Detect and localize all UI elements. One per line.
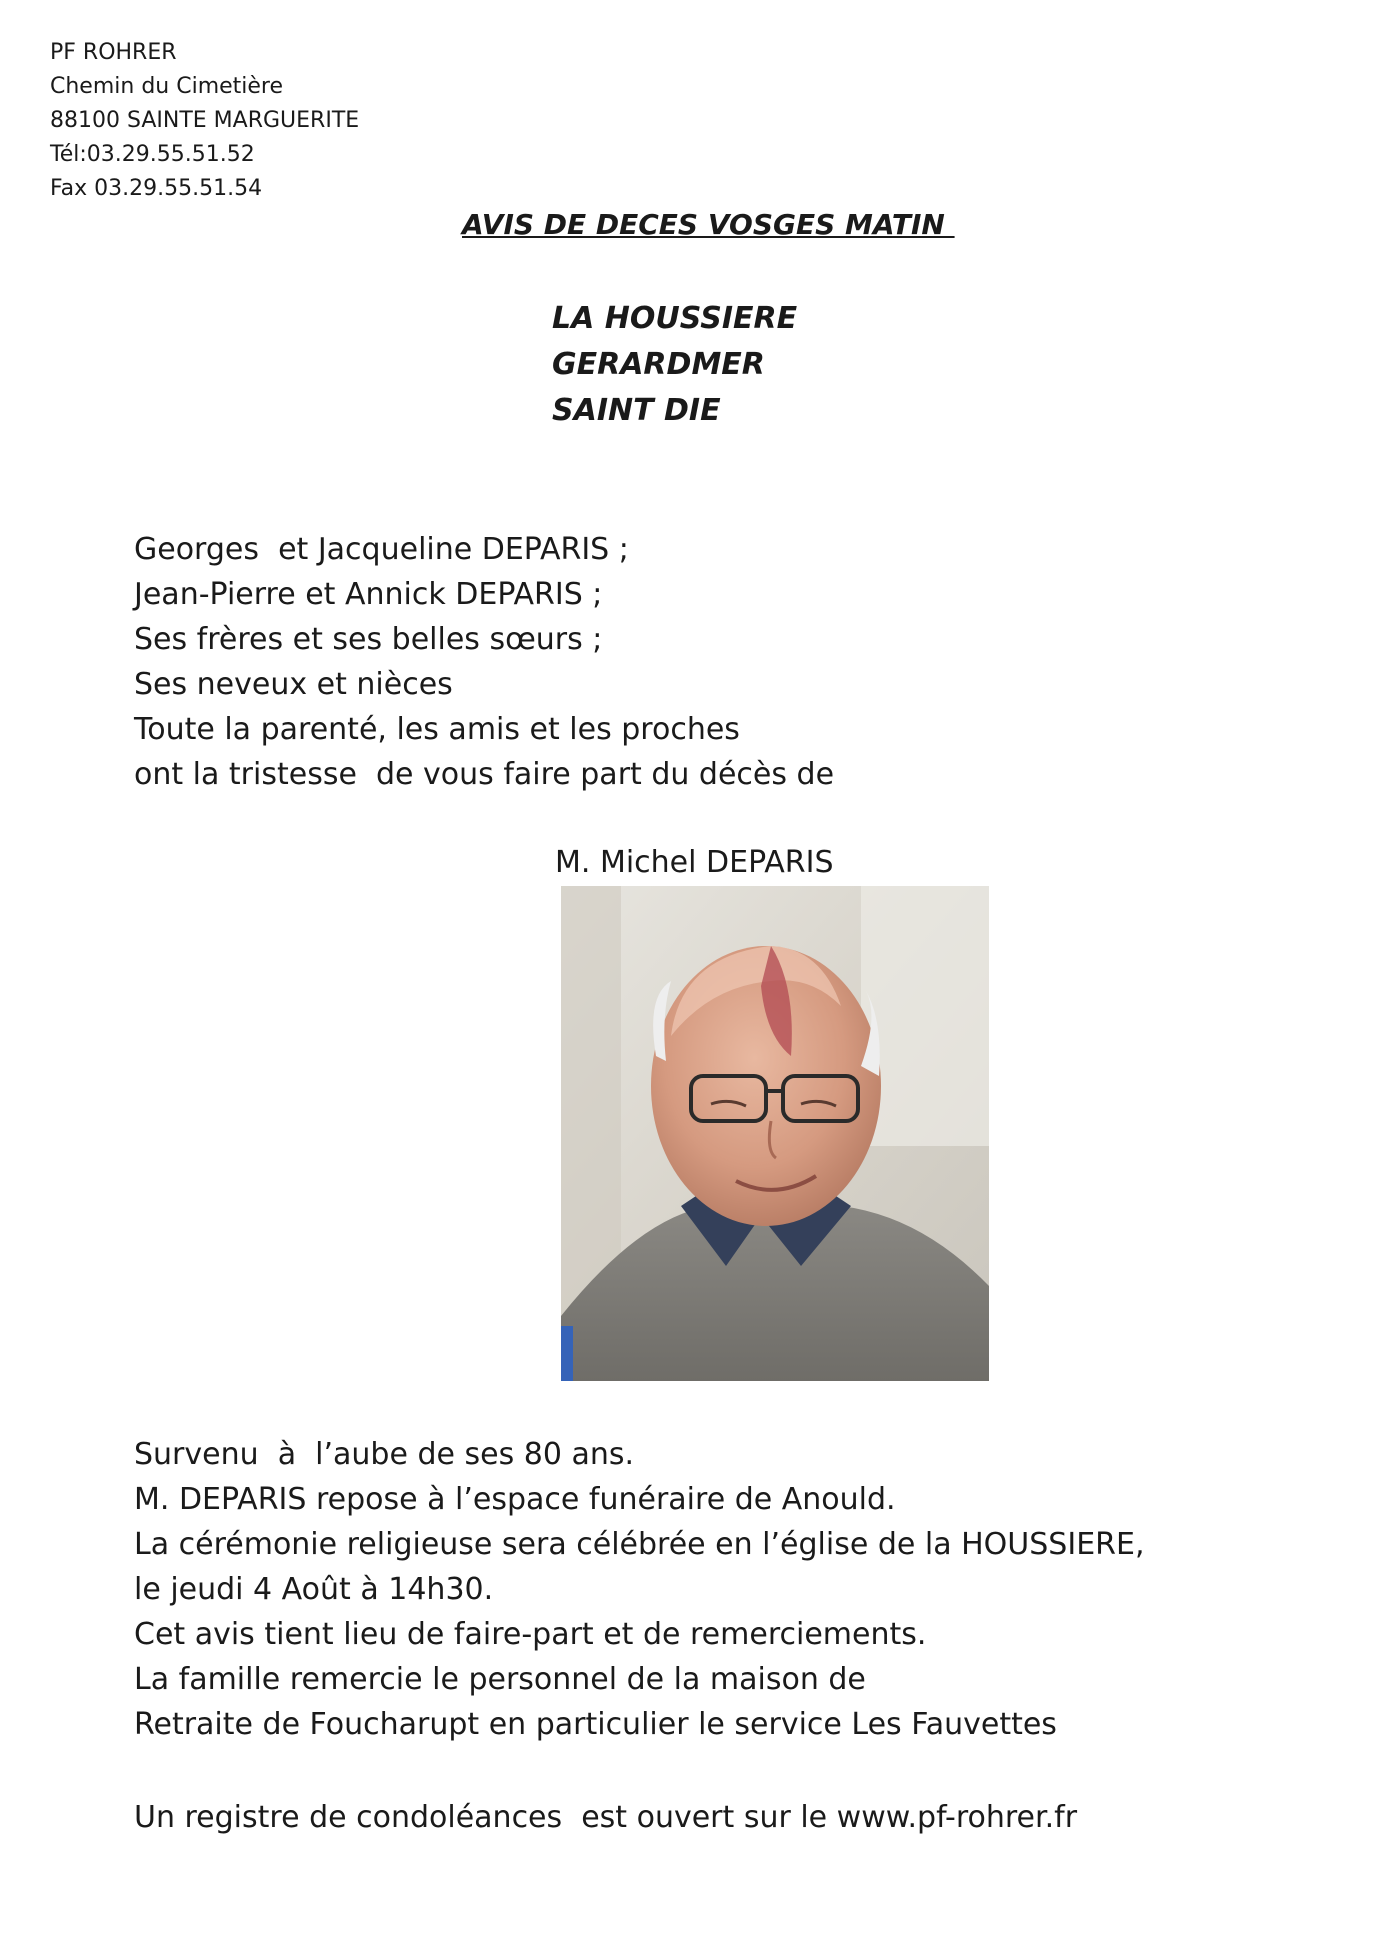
family-line: Toute la parenté, les amis et les proches xyxy=(134,712,740,747)
family-line: Georges et Jacqueline DEPARIS ; xyxy=(134,532,629,567)
notice-headline: AVIS DE DECES VOSGES MATIN xyxy=(462,208,955,241)
family-line: Jean-Pierre et Annick DEPARIS ; xyxy=(134,577,603,612)
sender-line: PF ROHRER xyxy=(50,40,177,65)
sender-line: Chemin du Cimetière xyxy=(50,74,284,99)
portrait-photo xyxy=(561,886,989,1381)
detail-line: Retraite de Foucharupt en particulier le service Les Fauvettes xyxy=(134,1707,1057,1742)
detail-line: Cet avis tient lieu de faire-part et de remerciements. xyxy=(134,1617,927,1652)
place-item: GERARDMER xyxy=(552,347,765,382)
funeral-details xyxy=(134,1432,1144,1747)
detail-line: le jeudi 4 Août à 14h30. xyxy=(134,1572,494,1607)
place-item: SAINT DIE xyxy=(552,393,721,428)
detail-line: La cérémonie religieuse sera célébrée en l’église de la HOUSSIERE, xyxy=(134,1527,1145,1562)
detail-line: M. DEPARIS repose à l’espace funéraire de Anould. xyxy=(134,1482,896,1517)
detail-line: Survenu à l’aube de ses 80 ans. xyxy=(134,1437,635,1472)
place-list xyxy=(552,296,797,434)
detail-line: La famille remercie le personnel de la maison de xyxy=(134,1662,866,1697)
place-item: LA HOUSSIERE xyxy=(552,301,798,336)
family-line: Ses neveux et nièces xyxy=(134,667,453,702)
family-line: ont la tristesse de vous faire part du décès de xyxy=(134,757,835,792)
family-line: Ses frères et ses belles sœurs ; xyxy=(134,622,603,657)
sender-line: 88100 SAINTE MARGUERITE xyxy=(50,108,360,133)
sender-address xyxy=(50,36,359,206)
sender-line: Fax 03.29.55.51.54 xyxy=(50,176,263,201)
family-announcement xyxy=(134,527,834,797)
condolence-register-line: Un registre de condoléances est ouvert sur le www.pf-rohrer.fr xyxy=(134,1800,1078,1835)
deceased-name: M. Michel DEPARIS xyxy=(555,845,834,880)
sender-line: Tél:03.29.55.51.52 xyxy=(50,142,255,167)
